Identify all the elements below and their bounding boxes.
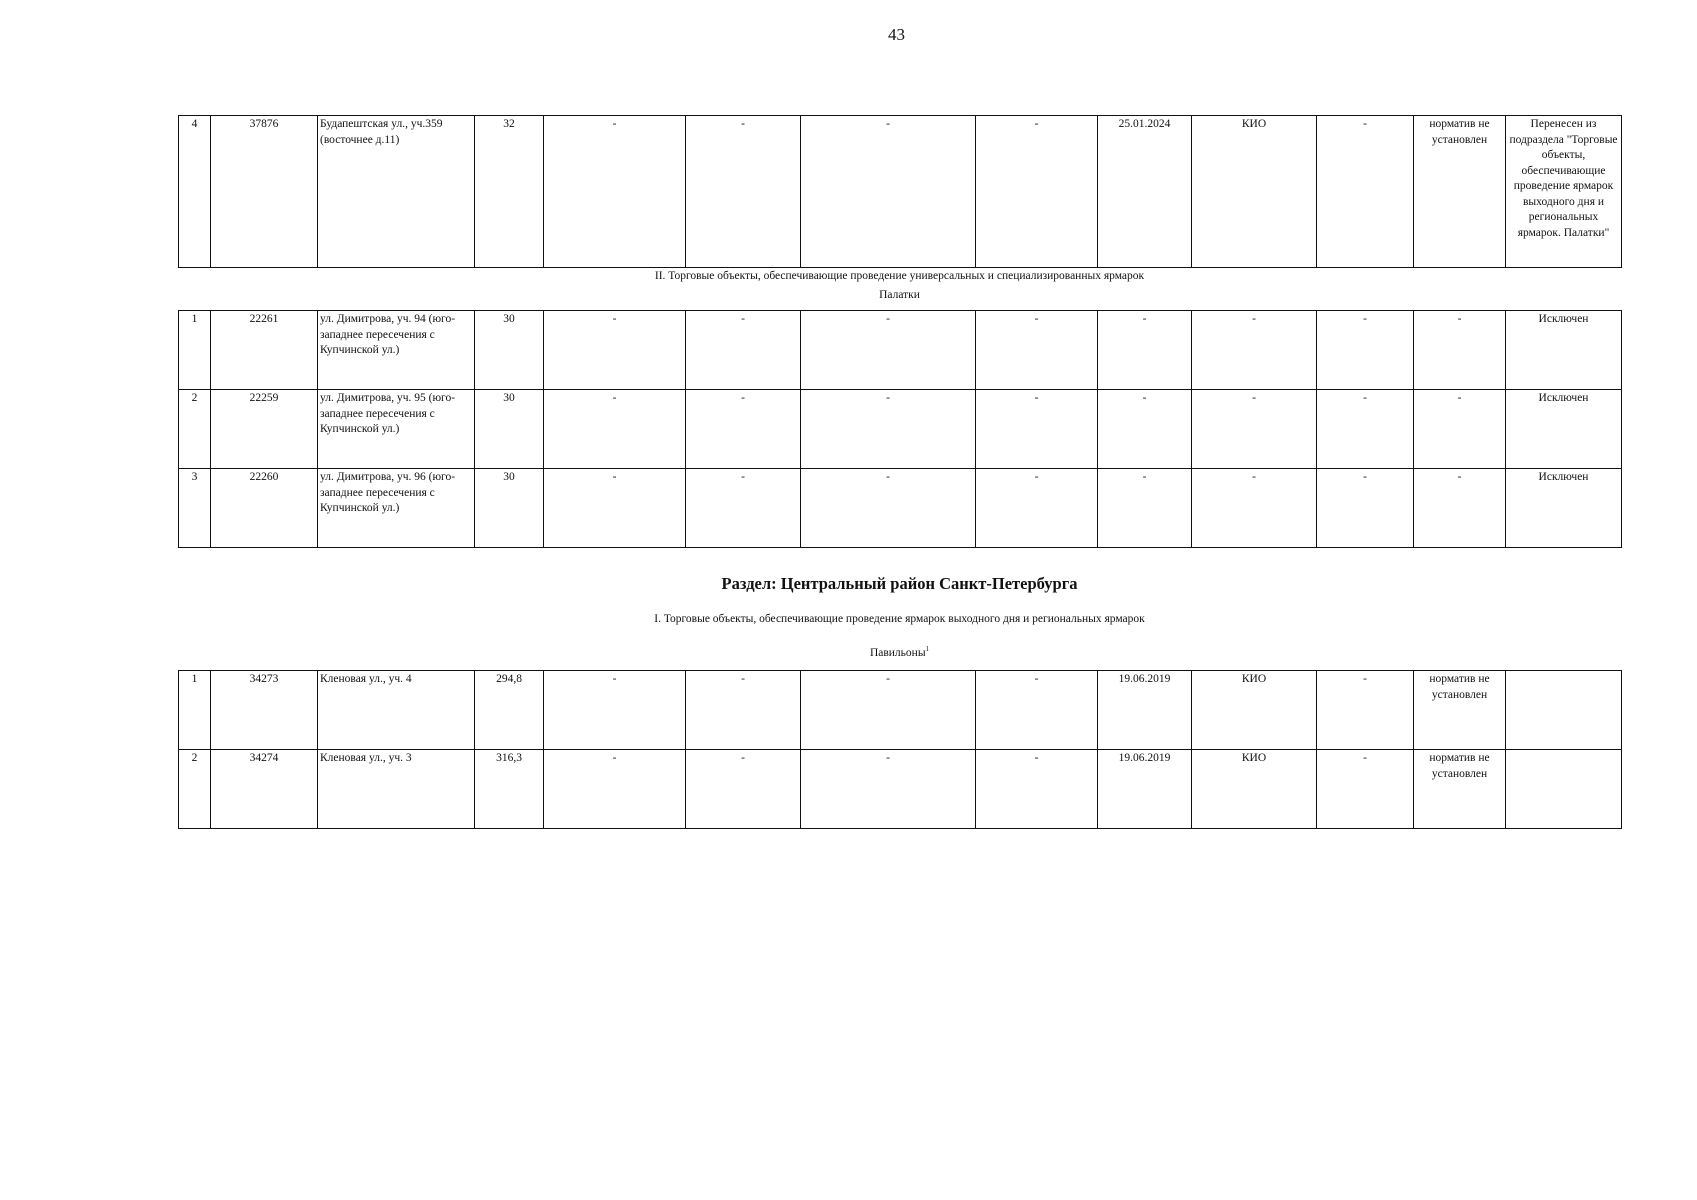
table-row	[179, 671, 1622, 750]
cell-note: Исключен	[1506, 390, 1622, 469]
cell-col11: -	[1317, 750, 1414, 829]
table-row	[179, 750, 1622, 829]
cell-organization: -	[1192, 390, 1317, 469]
cell-norm: -	[1414, 390, 1506, 469]
section-title: Раздел: Центральный район Санкт-Петербурга	[721, 574, 1078, 593]
object-area: 30	[475, 469, 544, 548]
object-area: 316,3	[475, 750, 544, 829]
table-tents	[178, 310, 1622, 548]
object-id: 34273	[211, 671, 318, 750]
object-address: ул. Димитрова, уч. 95 (юго-западнее пересечения с Купчинской ул.)	[318, 390, 475, 469]
cell-date: 19.06.2019	[1098, 750, 1192, 829]
cell-col11: -	[1317, 469, 1414, 548]
subsection-title: II. Торговые объекты, обеспечивающие проведение универсальных и специализированных ярмарок	[654, 270, 1145, 282]
cell-organization: -	[1192, 311, 1317, 390]
cell-col7: -	[801, 469, 976, 548]
cell-organization: КИО	[1192, 750, 1317, 829]
table-row	[179, 469, 1622, 548]
cell-note	[1506, 671, 1622, 750]
cell-organization: КИО	[1192, 671, 1317, 750]
object-address: ул. Димитрова, уч. 94 (юго-западнее пересечения с Купчинской ул.)	[318, 311, 475, 390]
cell-col11: -	[1317, 671, 1414, 750]
cell-organization: КИО	[1192, 116, 1317, 268]
object-area: 30	[475, 390, 544, 469]
table-row	[179, 311, 1622, 390]
object-id: 37876	[211, 116, 318, 268]
cell-col7: -	[801, 750, 976, 829]
subsection-subtitle: Палатки	[879, 289, 920, 301]
object-area: 30	[475, 311, 544, 390]
cell-note	[1506, 750, 1622, 829]
cell-note: Исключен	[1506, 469, 1622, 548]
cell-date: 25.01.2024	[1098, 116, 1192, 268]
cell-col8: -	[976, 390, 1098, 469]
cell-norm: норматив не установлен	[1414, 671, 1506, 750]
cell-date: -	[1098, 311, 1192, 390]
cell-col7: -	[801, 390, 976, 469]
cell-col6: -	[686, 311, 801, 390]
cell-col6: -	[686, 390, 801, 469]
cell-norm: -	[1414, 311, 1506, 390]
cell-col8: -	[976, 311, 1098, 390]
object-address: Кленовая ул., уч. 3	[318, 750, 475, 829]
object-id: 34274	[211, 750, 318, 829]
cell-norm: норматив не установлен	[1414, 116, 1506, 268]
cell-col11: -	[1317, 116, 1414, 268]
cell-col5: -	[544, 469, 686, 548]
row-number: 2	[179, 750, 211, 829]
object-area: 32	[475, 116, 544, 268]
object-address: Кленовая ул., уч. 4	[318, 671, 475, 750]
cell-col6: -	[686, 469, 801, 548]
cell-col6: -	[686, 750, 801, 829]
cell-norm: норматив не установлен	[1414, 750, 1506, 829]
object-area: 294,8	[475, 671, 544, 750]
cell-col5: -	[544, 671, 686, 750]
cell-organization: -	[1192, 469, 1317, 548]
subsection-subtitle	[178, 645, 1621, 659]
cell-col5: -	[544, 311, 686, 390]
table-pavilions	[178, 670, 1622, 829]
object-id: 22261	[211, 311, 318, 390]
object-id: 22260	[211, 469, 318, 548]
cell-note: Исключен	[1506, 311, 1622, 390]
object-address: ул. Димитрова, уч. 96 (юго-западнее пересечения с Купчинской ул.)	[318, 469, 475, 548]
table-continued-entries	[178, 115, 1622, 268]
cell-col8: -	[976, 750, 1098, 829]
row-number: 1	[179, 671, 211, 750]
cell-col7: -	[801, 671, 976, 750]
table-row	[179, 390, 1622, 469]
row-number: 4	[179, 116, 211, 268]
cell-col7: -	[801, 311, 976, 390]
table-row	[179, 116, 1622, 268]
row-number: 1	[179, 311, 211, 390]
row-number: 2	[179, 390, 211, 469]
cell-col5: -	[544, 390, 686, 469]
cell-col11: -	[1317, 390, 1414, 469]
cell-col6: -	[686, 671, 801, 750]
subtitle-text: Павильоны	[869, 646, 926, 659]
subsection-title: I. Торговые объекты, обеспечивающие проведение ярмарок выходного дня и региональных ярмарок	[654, 613, 1145, 625]
cell-col7: -	[801, 116, 976, 268]
page-number: 43	[888, 25, 905, 44]
cell-date: -	[1098, 469, 1192, 548]
cell-col5: -	[544, 750, 686, 829]
cell-col8: -	[976, 469, 1098, 548]
cell-note: Перенесен из подраздела "Торговые объекты, обеспечивающие проведение ярмарок выходного дня и региональных ярмарок. Палатки"	[1506, 116, 1622, 268]
cell-col6: -	[686, 116, 801, 268]
object-address: Будапештская ул., уч.359 (восточнее д.11)	[318, 116, 475, 268]
cell-col8: -	[976, 671, 1098, 750]
cell-col5: -	[544, 116, 686, 268]
cell-col11: -	[1317, 311, 1414, 390]
cell-date: -	[1098, 390, 1192, 469]
footnote-mark: 1	[925, 645, 930, 653]
object-id: 22259	[211, 390, 318, 469]
cell-norm: -	[1414, 469, 1506, 548]
cell-date: 19.06.2019	[1098, 671, 1192, 750]
row-number: 3	[179, 469, 211, 548]
cell-col8: -	[976, 116, 1098, 268]
